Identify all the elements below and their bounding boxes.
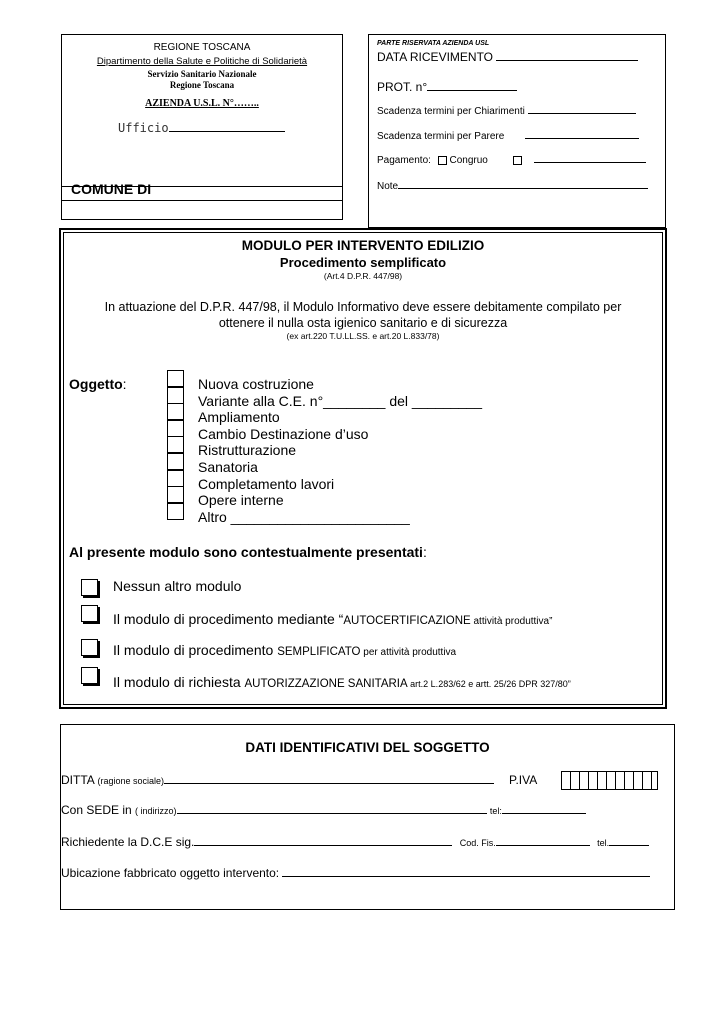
azienda: AZIENDA U.S.L. N°……..: [145, 98, 259, 109]
ufficio-label: Ufficio: [118, 121, 169, 135]
oggetto-item: Cambio Destinazione d’uso: [198, 425, 369, 442]
checkbox-completamento[interactable]: [167, 470, 184, 487]
presentati-heading: Al presente modulo sono contestualmente presentati:: [69, 544, 427, 560]
checkbox-nuova-costruzione[interactable]: [167, 370, 184, 387]
oggetto-list: [198, 376, 482, 525]
oggetto-item: Altro _______________________: [198, 508, 410, 525]
note-label: Note: [377, 181, 399, 192]
richiedente-label: Richiedente la D.C.E sig.: [61, 835, 195, 849]
note-field[interactable]: [377, 181, 648, 192]
presentati-label: Al presente modulo sono contestualmente presentati: [69, 544, 423, 560]
scadenza-chiarimenti-label: Scadenza termini per Chiarimenti: [377, 106, 525, 117]
oggetto-item: Ampliamento: [198, 409, 280, 426]
checkbox-semplificato[interactable]: [81, 639, 98, 656]
data-ricevimento-field[interactable]: [377, 50, 638, 64]
checkbox-ampliamento[interactable]: [167, 403, 184, 420]
checkbox-ristrutturazione[interactable]: [167, 436, 184, 453]
oggetto-item: Sanatoria: [198, 458, 258, 475]
presentati-item: Il modulo di richiesta AUTORIZZAZIONE SANITARIA art.2 L.283/62 e artt. 25/26 DPR 327/80”: [113, 674, 571, 690]
cod-fis-label: Cod. Fis.: [459, 838, 496, 848]
scadenza-chiarimenti-field[interactable]: [377, 106, 636, 117]
congruo-label: Congruo: [449, 155, 488, 166]
richiedente-field[interactable]: [61, 835, 649, 849]
region-sub: Regione Toscana: [169, 80, 235, 90]
oggetto-item: Ristrutturazione: [198, 442, 297, 459]
checkbox-nessun-modulo[interactable]: [81, 579, 98, 596]
modulo-box: [59, 228, 667, 709]
checkbox-sanatoria[interactable]: [167, 453, 184, 470]
header-left-box: [61, 34, 343, 220]
oggetto-item: Opere interne: [198, 492, 284, 509]
reserved-label: PARTE RISERVATA AZIENDA USL: [377, 40, 490, 47]
sede-label: Con SEDE in: [61, 803, 132, 817]
ditta-label: DITTA: [61, 773, 95, 787]
ufficio-field[interactable]: [118, 121, 285, 135]
oggetto-item: Completamento lavori: [198, 475, 335, 492]
data-ricevimento-label: DATA RICEVIMENTO: [377, 50, 494, 64]
checkbox-opere-interne[interactable]: [167, 486, 184, 503]
presentati-item: Il modulo di procedimento mediante “AUTOCERTIFICAZIONE attività produttiva”: [113, 611, 553, 627]
pagamento-field[interactable]: [377, 155, 646, 166]
presentati-item: Il modulo di procedimento SEMPLIFICATO per attività produttiva: [113, 642, 457, 658]
region-title: REGIONE TOSCANA: [153, 42, 251, 53]
tel-label: tel:: [489, 806, 502, 816]
prot-field[interactable]: [377, 80, 517, 94]
modulo-reference: (Art.4 D.P.R. 447/98): [323, 271, 403, 281]
ubicazione-label: Ubicazione fabbricato oggetto intervento:: [61, 866, 280, 880]
modulo-subtitle: Procedimento semplificato: [279, 255, 447, 270]
soggetto-box: [60, 724, 675, 910]
checkbox-autocertificazione[interactable]: [81, 605, 98, 622]
checkbox-cambio-destinazione[interactable]: [167, 420, 184, 437]
ditta-field[interactable]: DITTA (ragione sociale): [61, 773, 494, 787]
piva-boxes[interactable]: [561, 771, 658, 790]
scadenza-parere-label: Scadenza termini per Parere: [377, 131, 505, 142]
intro-line-2: ottenere il nulla osta igienico sanitario e di sicurezza: [218, 316, 508, 330]
scadenza-parere-field[interactable]: [377, 131, 639, 142]
header-right-box: [368, 34, 666, 228]
modulo-title: MODULO PER INTERVENTO EDILIZIO: [241, 238, 485, 253]
intro-line-1: In attuazione del D.P.R. 447/98, il Modulo Informativo deve essere debitamente compilato per: [104, 300, 622, 314]
service: Servizio Sanitario Nazionale: [147, 69, 257, 79]
intro-ref: (ex art.220 T.U.LL.SS. e art.20 L.833/78): [286, 331, 440, 341]
checkbox-autorizzazione-sanitaria[interactable]: [81, 667, 98, 684]
oggetto-heading: Oggetto:: [69, 376, 127, 392]
piva-label: P.IVA: [509, 773, 538, 787]
oggetto-item: Nuova costruzione: [198, 376, 314, 392]
presentati-item: Nessun altro modulo: [113, 578, 242, 594]
tel2-label: tel.: [597, 838, 610, 848]
sede-field[interactable]: Con SEDE in ( indirizzo) tel:: [61, 803, 586, 817]
prot-label: PROT. n°: [377, 80, 428, 94]
oggetto-item: Variante alla C.E. n°________ del _________: [198, 392, 483, 409]
checkbox-altro[interactable]: [167, 503, 184, 520]
other-payment-checkbox[interactable]: [513, 156, 522, 165]
ubicazione-field[interactable]: [61, 866, 650, 880]
comune-label: COMUNE DI: [71, 181, 152, 197]
soggetto-title: DATI IDENTIFICATIVI DEL SOGGETTO: [245, 740, 490, 755]
pagamento-label: Pagamento:: [377, 155, 431, 166]
oggetto-label: Oggetto: [69, 376, 123, 392]
congruo-checkbox[interactable]: [438, 156, 447, 165]
checkbox-variante[interactable]: [167, 387, 184, 404]
department: Dipartimento della Salute e Politiche di Solidarietà: [96, 56, 308, 67]
